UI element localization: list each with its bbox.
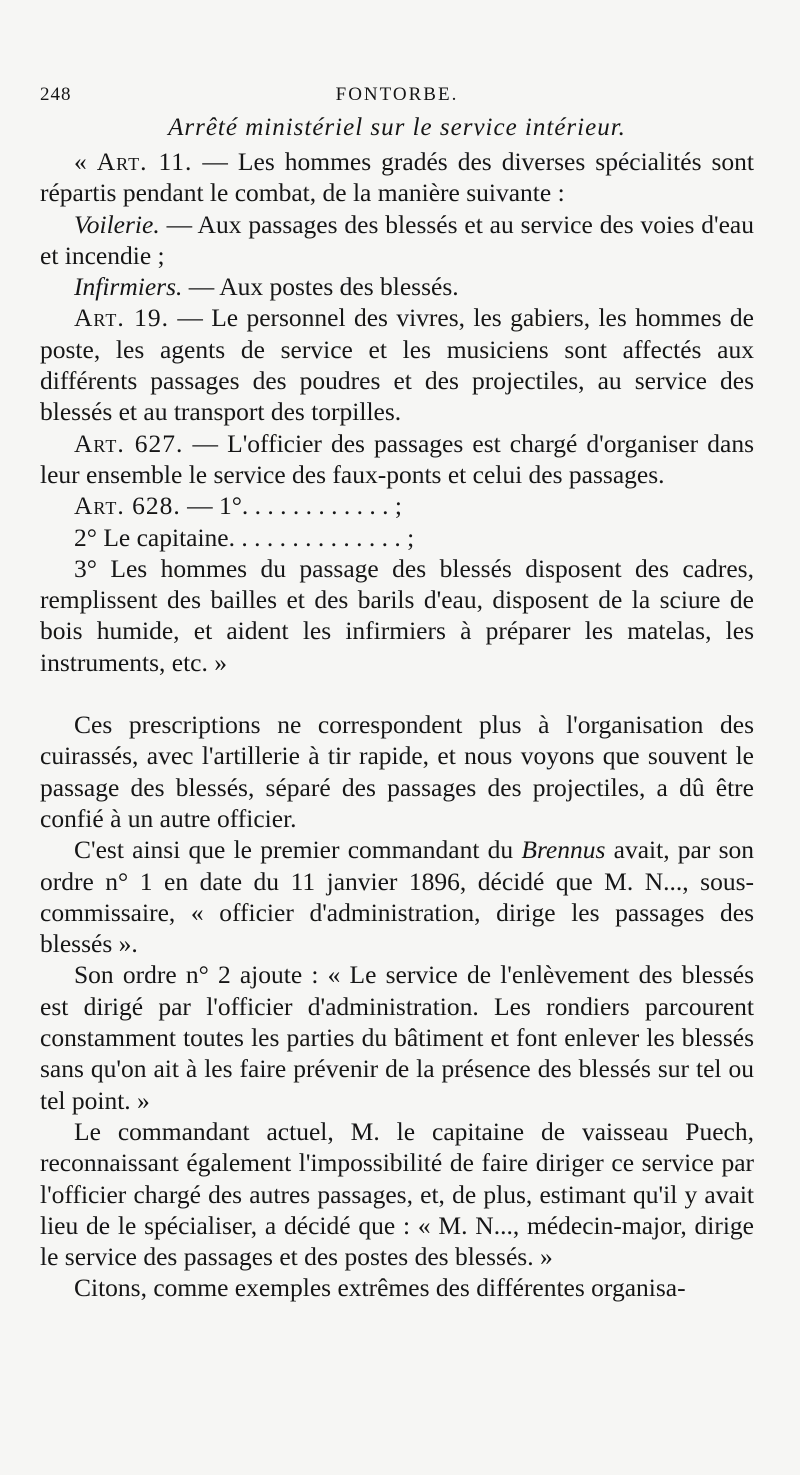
italic-label: Infirmiers. [74,272,183,302]
article-label: Art. 19. [74,303,169,333]
ship-name: Brennus [521,835,606,865]
article-label: Art. 627. [74,428,184,458]
paragraph-art-11 [40,146,754,209]
book-page [40,76,754,1304]
paragraph-brennus [40,834,754,959]
article-label: Art. 11. [96,147,193,176]
article-label: Art. 628. [74,491,181,521]
paragraph-text: — 1°. . . . . . . . . . . . ; [180,491,403,521]
paragraph-voilerie [40,209,754,272]
paragraph-text: — Le personnel des vivres, les gabiers, les hommes de poste, les agents de service et les musiciens sont affectés aux différents passages des poudres et des projectiles, au service des blessés et au transport des torpilles. [40,303,754,427]
page-header [40,76,754,112]
italic-label: Voilerie. [74,209,160,239]
paragraph-text: — L'officier des passages est chargé d'organiser dans leur ensemble le service des faux-ponts et celui des passages. [40,428,754,489]
paragraph-item-3: 3° Les hommes du passage des blessés disposent des cadres, remplissent des bailles et des barils d'eau, disposent de la sciure de bois humide, et aident les infirmiers à préparer les matelas, les instruments, etc. » [40,553,754,677]
paragraph-text: — Aux passages des blessés et au service des voies d'eau et incendie ; [40,209,754,270]
paragraph-art-627 [40,428,754,491]
paragraph-art-628 [40,490,754,521]
paragraph-gap [40,678,754,709]
paragraph-infirmiers [40,271,754,302]
opening-quote: « [74,147,97,176]
page-number: 248 [40,84,72,105]
paragraph-commandant: Le commandant actuel, M. le capitaine de vaisseau Puech, reconnaissant également l'impossibilité de faire diriger ce service par l'officier chargé des autres passages, et, de plus, estimant qu'il y avait lieu de le spécialiser, a décidé que : « M. N..., médecin-major, dirige le service des passages et des postes des blessés. » [40,1116,754,1272]
paragraph-text: avait, par son ordre n° 1 en date du 11 janvier 1896, décidé que M. N..., sous-commissaire, « officier d'administration, dirige les passages des blessés ». [40,835,755,959]
paragraph-text: C'est ainsi que le premier commandant du [74,835,522,865]
running-title: FONTORBE. [335,84,459,105]
paragraph-prescriptions: Ces prescriptions ne correspondent plus à l'organisation des cuirassés, avec l'artillerie à tir rapide, et nous voyons que souvent le passage des blessés, séparé des passages des projectiles, a dû être confié à un autre officier. [40,710,754,833]
paragraph-item-2: 2° Le capitaine. . . . . . . . . . . . . . ; [74,522,415,552]
paragraph-ordre-2: Son ordre n° 2 ajoute : « Le service de l'enlèvement des blessés est dirigé par l'officier d'administration. Les rondiers parcourent constamment toutes les parties du bâtiment et font enlever les blessés sans qu'on ait à les faire prévenir de la présence des blessés sur tel ou tel point. » [40,960,754,1115]
paragraph-text: — Aux postes des blessés. [182,272,459,302]
section-title: Arrêté ministériel sur le service intérieur. [168,114,626,141]
paragraph-text: — Les hommes gradés des diverses spécialités sont répartis pendant le combat, de la manière suivante : [40,147,755,208]
paragraph-art-19 [40,302,754,427]
paragraph-citons: Citons, comme exemples extrêmes des différentes organisa- [74,1273,686,1303]
